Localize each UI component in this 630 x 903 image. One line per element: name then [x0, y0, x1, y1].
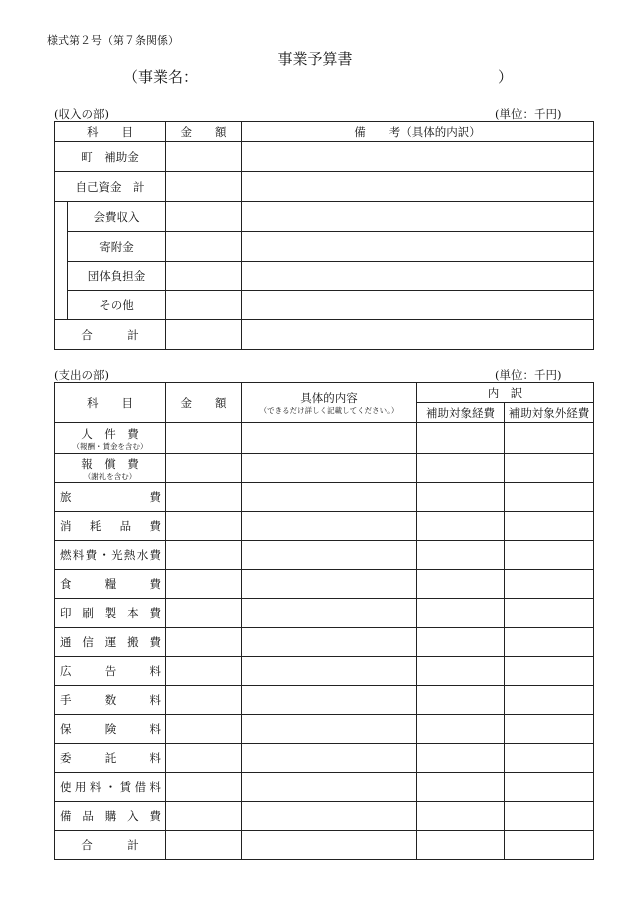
expense-ineligible-cell[interactable]: [505, 773, 594, 802]
expense-detail-cell[interactable]: [242, 570, 417, 599]
income-remarks-cell[interactable]: [242, 172, 594, 202]
income-row-donation: 寄附金: [68, 232, 166, 262]
expense-row-food: 食糧費: [55, 570, 166, 599]
expense-amount-cell[interactable]: [166, 628, 242, 657]
expense-amount-cell[interactable]: [166, 773, 242, 802]
expense-unit-label: (単位：千円): [495, 368, 562, 382]
expense-row-consignment: 委託料: [55, 744, 166, 773]
expense-ineligible-cell[interactable]: [505, 715, 594, 744]
expense-eligible-cell[interactable]: [417, 657, 505, 686]
expense-col-eligible: 補助対象経費: [417, 403, 505, 423]
expense-detail-cell[interactable]: [242, 831, 417, 860]
expense-amount-cell[interactable]: [166, 483, 242, 512]
income-amount-cell[interactable]: [166, 142, 242, 172]
expense-detail-cell[interactable]: [242, 483, 417, 512]
expense-table: [54, 382, 594, 860]
document-title: 事業予算書: [277, 50, 353, 68]
expense-detail-cell[interactable]: [242, 657, 417, 686]
income-row-other: その他: [68, 291, 166, 320]
expense-row-travel: 旅費: [55, 483, 166, 512]
expense-row-rental: 使用料・賃借料: [55, 773, 166, 802]
income-row-membership: 会費収入: [68, 202, 166, 232]
income-unit-label: (単位：千円): [495, 107, 562, 121]
expense-ineligible-cell[interactable]: [505, 423, 594, 454]
expense-col-detail: [242, 383, 417, 423]
expense-row-personnel-note: （報酬・賃金を含む）: [72, 441, 148, 451]
expense-row-personnel: [55, 423, 166, 454]
income-remarks-cell[interactable]: [242, 320, 594, 350]
expense-row-insurance: 保険料: [55, 715, 166, 744]
expense-ineligible-cell[interactable]: [505, 570, 594, 599]
form-number: 様式第２号（第７条関係）: [47, 34, 179, 47]
project-name-label: （事業名：: [123, 68, 199, 86]
expense-row-advertising: 広告料: [55, 657, 166, 686]
expense-ineligible-cell[interactable]: [505, 657, 594, 686]
expense-amount-cell[interactable]: [166, 599, 242, 628]
expense-detail-cell[interactable]: [242, 802, 417, 831]
expense-detail-cell[interactable]: [242, 599, 417, 628]
expense-ineligible-cell[interactable]: [505, 802, 594, 831]
expense-row-compensation: [55, 454, 166, 483]
income-remarks-cell[interactable]: [242, 262, 594, 291]
income-col-item: 科 目: [55, 122, 166, 142]
income-amount-cell[interactable]: [166, 320, 242, 350]
income-remarks-cell[interactable]: [242, 232, 594, 262]
expense-detail-cell[interactable]: [242, 454, 417, 483]
expense-eligible-cell[interactable]: [417, 599, 505, 628]
income-amount-cell[interactable]: [166, 232, 242, 262]
expense-detail-cell[interactable]: [242, 628, 417, 657]
income-row-group-share: 団体負担金: [68, 262, 166, 291]
expense-amount-cell[interactable]: [166, 454, 242, 483]
expense-ineligible-cell[interactable]: [505, 744, 594, 773]
expense-amount-cell[interactable]: [166, 831, 242, 860]
income-amount-cell[interactable]: [166, 262, 242, 291]
income-amount-cell[interactable]: [166, 172, 242, 202]
income-remarks-cell[interactable]: [242, 202, 594, 232]
expense-amount-cell[interactable]: [166, 512, 242, 541]
expense-amount-cell[interactable]: [166, 657, 242, 686]
expense-ineligible-cell[interactable]: [505, 831, 594, 860]
expense-col-ineligible: 補助対象外経費: [505, 403, 594, 423]
expense-col-detail-label: 具体的内容: [300, 391, 358, 405]
expense-detail-cell[interactable]: [242, 541, 417, 570]
expense-eligible-cell[interactable]: [417, 570, 505, 599]
expense-eligible-cell[interactable]: [417, 744, 505, 773]
expense-row-printing: 印刷製本費: [55, 599, 166, 628]
expense-ineligible-cell[interactable]: [505, 541, 594, 570]
expense-row-consumables: 消耗品費: [55, 512, 166, 541]
expense-detail-cell[interactable]: [242, 512, 417, 541]
income-section-label: (収入の部): [54, 107, 109, 121]
income-remarks-cell[interactable]: [242, 142, 594, 172]
income-col-amount: 金 額: [166, 122, 242, 142]
expense-amount-cell[interactable]: [166, 686, 242, 715]
expense-ineligible-cell[interactable]: [505, 686, 594, 715]
income-row-subsidy: 町 補助金: [55, 142, 166, 172]
project-name-close: ）: [498, 68, 514, 86]
expense-col-detail-note: （できるだけ詳しく記載してください。）: [259, 406, 399, 415]
income-remarks-cell[interactable]: [242, 291, 594, 320]
expense-row-total: 合 計: [55, 831, 166, 860]
expense-amount-cell[interactable]: [166, 423, 242, 454]
expense-row-compensation-label: 報 償 費: [81, 456, 139, 471]
expense-col-amount: 金 額: [166, 383, 242, 423]
expense-section-label: (支出の部): [54, 368, 109, 382]
expense-ineligible-cell[interactable]: [505, 628, 594, 657]
expense-ineligible-cell[interactable]: [505, 454, 594, 483]
expense-detail-cell[interactable]: [242, 773, 417, 802]
expense-ineligible-cell[interactable]: [505, 512, 594, 541]
income-subgroup-bracket: [55, 202, 68, 320]
income-row-total: 合 計: [55, 320, 166, 350]
expense-col-breakdown: 内 訳: [417, 383, 594, 403]
expense-row-fuel-utilities: 燃料費・光熱水費: [55, 541, 166, 570]
expense-amount-cell[interactable]: [166, 744, 242, 773]
expense-amount-cell[interactable]: [166, 715, 242, 744]
income-row-own-funds: 自己資金 計: [55, 172, 166, 202]
expense-detail-cell[interactable]: [242, 423, 417, 454]
expense-eligible-cell[interactable]: [417, 483, 505, 512]
income-amount-cell[interactable]: [166, 202, 242, 232]
expense-eligible-cell[interactable]: [417, 541, 505, 570]
expense-eligible-cell[interactable]: [417, 831, 505, 860]
expense-eligible-cell[interactable]: [417, 715, 505, 744]
income-table: [54, 121, 594, 350]
expense-row-equipment: 備品購入費: [55, 802, 166, 831]
income-col-remarks: 備 考（具体的内訳）: [242, 122, 594, 142]
expense-detail-cell[interactable]: [242, 686, 417, 715]
expense-row-fees: 手数料: [55, 686, 166, 715]
expense-eligible-cell[interactable]: [417, 686, 505, 715]
expense-detail-cell[interactable]: [242, 744, 417, 773]
expense-eligible-cell[interactable]: [417, 802, 505, 831]
expense-amount-cell[interactable]: [166, 802, 242, 831]
expense-eligible-cell[interactable]: [417, 423, 505, 454]
expense-row-personnel-label: 人 件 費: [81, 426, 139, 441]
expense-eligible-cell[interactable]: [417, 454, 505, 483]
expense-eligible-cell[interactable]: [417, 512, 505, 541]
expense-ineligible-cell[interactable]: [505, 599, 594, 628]
income-amount-cell[interactable]: [166, 291, 242, 320]
expense-row-communication: 通信運搬費: [55, 628, 166, 657]
expense-detail-cell[interactable]: [242, 715, 417, 744]
expense-amount-cell[interactable]: [166, 570, 242, 599]
expense-col-item: 科 目: [55, 383, 166, 423]
expense-amount-cell[interactable]: [166, 541, 242, 570]
expense-eligible-cell[interactable]: [417, 773, 505, 802]
expense-ineligible-cell[interactable]: [505, 483, 594, 512]
expense-eligible-cell[interactable]: [417, 628, 505, 657]
expense-row-compensation-note: （謝礼を含む）: [83, 471, 137, 481]
